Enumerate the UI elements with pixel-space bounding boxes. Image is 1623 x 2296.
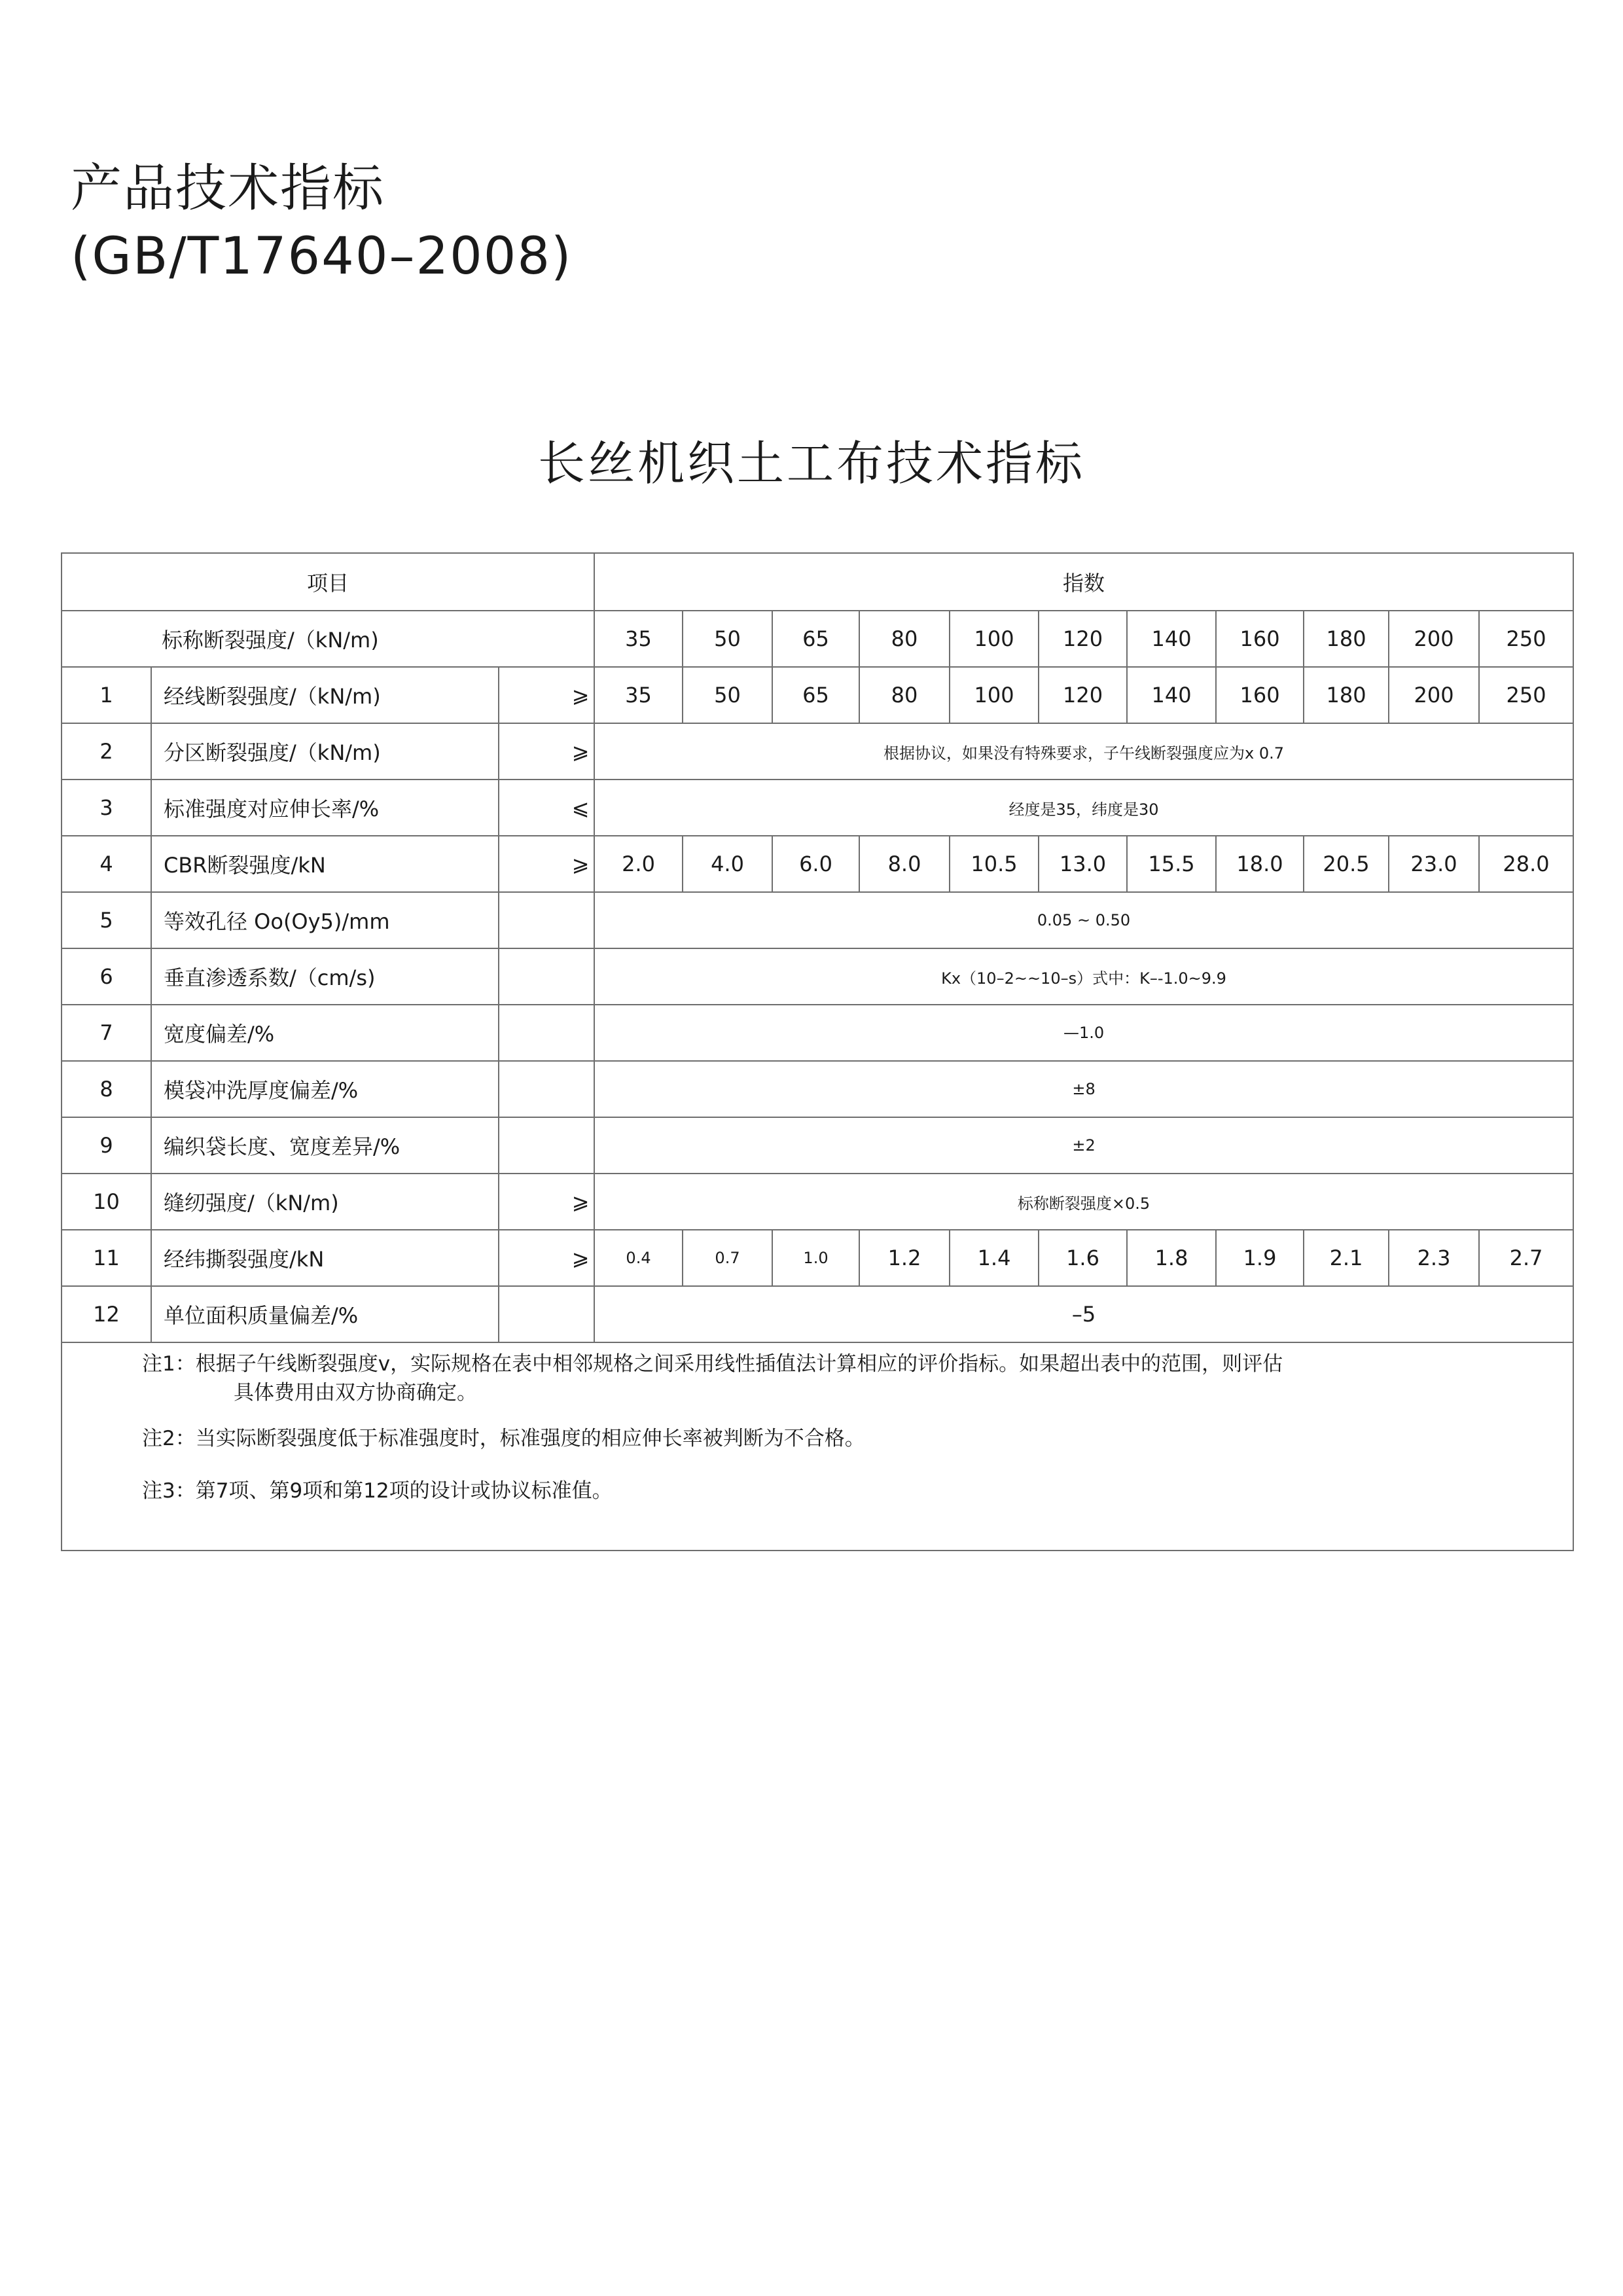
- row-comparison-operator: [499, 1174, 594, 1230]
- row-item-name: CBR断裂强度/kN: [151, 836, 499, 892]
- operator-symbol: ⩾: [571, 1189, 590, 1214]
- row-value-cell: 1.2: [859, 1230, 950, 1286]
- table-row-5: [62, 892, 1573, 948]
- row-value-cell: 0.7: [683, 1230, 772, 1286]
- nominal-value-cell: 250: [1479, 611, 1573, 667]
- table-row-1: [62, 667, 1573, 723]
- row-value-cell: 23.0: [1389, 836, 1479, 892]
- row-item-name: 垂直渗透系数/（cm/s): [151, 948, 499, 1005]
- row-comparison-operator: [499, 723, 594, 780]
- row-number: 12: [62, 1286, 151, 1342]
- row-merged-value: —1.0: [594, 1005, 1573, 1061]
- row-number: 8: [62, 1061, 151, 1117]
- row-item-name: 分区断裂强度/（kN/m): [151, 723, 499, 780]
- row-number: 11: [62, 1230, 151, 1286]
- nominal-value-cell: 120: [1039, 611, 1127, 667]
- row-value-cell: 2.1: [1304, 1230, 1389, 1286]
- row-merged-value: 根据协议，如果没有特殊要求，子午线断裂强度应为x 0.7: [594, 723, 1573, 780]
- row-value-cell: 50: [683, 667, 772, 723]
- row-value-cell: 250: [1479, 667, 1573, 723]
- table-row-11: [62, 1230, 1573, 1286]
- row-value-cell: 18.0: [1216, 836, 1304, 892]
- spec-table-body: [62, 553, 1573, 1551]
- table-row-10: [62, 1174, 1573, 1230]
- row-value-cell: 15.5: [1127, 836, 1216, 892]
- row-number: 3: [62, 780, 151, 836]
- heading-title: 产品技术指标: [71, 159, 385, 218]
- page-heading: [71, 154, 572, 291]
- operator-symbol: ⩾: [571, 852, 590, 876]
- row-value-cell: 35: [594, 667, 683, 723]
- operator-symbol: ⩾: [571, 739, 590, 764]
- row-merged-value: 经度是35，纬度是30: [594, 780, 1573, 836]
- nominal-value-cell: 65: [772, 611, 859, 667]
- table-row-9: [62, 1117, 1573, 1174]
- heading-standard-code: (GB/T17640–2008): [71, 227, 573, 286]
- row-item-name: 单位面积质量偏差/%: [151, 1286, 499, 1342]
- row-comparison-operator: [499, 892, 594, 948]
- row-comparison-operator: [499, 1117, 594, 1174]
- row-number: 7: [62, 1005, 151, 1061]
- operator-symbol: ⩾: [571, 1246, 590, 1270]
- nominal-value-cell: 50: [683, 611, 772, 667]
- row-number: 9: [62, 1117, 151, 1174]
- row-item-name: 缝纫强度/（kN/m): [151, 1174, 499, 1230]
- row-number: 5: [62, 892, 151, 948]
- row-merged-value: 标称断裂强度×0.5: [594, 1174, 1573, 1230]
- note-1-line-1: 注1：根据子午线断裂强度v，实际规格在表中相邻规格之间采用线性插值法计算相应的评价指标。如果超出表中的范围，则评估: [142, 1352, 1283, 1376]
- row-number: 2: [62, 723, 151, 780]
- table-row-6: [62, 948, 1573, 1005]
- row-comparison-operator: [499, 667, 594, 723]
- row-value-cell: 1.9: [1216, 1230, 1304, 1286]
- note-2: 注2：当实际断裂强度低于标准强度时，标准强度的相应伸长率被判断为不合格。: [142, 1427, 865, 1450]
- notes-cell: [62, 1342, 1573, 1551]
- row-value-cell: 2.0: [594, 836, 683, 892]
- row-value-cell: 120: [1039, 667, 1127, 723]
- spec-table: [61, 552, 1574, 1551]
- row-value-cell: 0.4: [594, 1230, 683, 1286]
- row-value-cell: 13.0: [1039, 836, 1127, 892]
- header-item: 项目: [62, 553, 594, 611]
- row-comparison-operator: [499, 948, 594, 1005]
- row-merged-value: –5: [594, 1286, 1573, 1342]
- row-comparison-operator: [499, 836, 594, 892]
- note-1-line-2: 具体费用由双方协商确定。: [234, 1381, 477, 1405]
- row-number: 4: [62, 836, 151, 892]
- row-comparison-operator: [499, 780, 594, 836]
- row-value-cell: 28.0: [1479, 836, 1573, 892]
- nominal-value-cell: 100: [950, 611, 1039, 667]
- row-item-name: 经纬撕裂强度/kN: [151, 1230, 499, 1286]
- row-item-name: 编织袋长度、宽度差异/%: [151, 1117, 499, 1174]
- table-row-7: [62, 1005, 1573, 1061]
- row-value-cell: 1.0: [772, 1230, 859, 1286]
- row-item-name: 模袋冲洗厚度偏差/%: [151, 1061, 499, 1117]
- operator-symbol: ⩽: [571, 795, 590, 820]
- row-item-name: 等效孔径 Oo(Oy5)/mm: [151, 892, 499, 948]
- row-merged-value: Kx（10–2~~10–s）式中：K–-1.0~9.9: [594, 948, 1573, 1005]
- row-value-cell: 80: [859, 667, 950, 723]
- row-value-cell: 65: [772, 667, 859, 723]
- table-row-2: [62, 723, 1573, 780]
- table-row-8: [62, 1061, 1573, 1117]
- row-number: 1: [62, 667, 151, 723]
- nominal-value-cell: 180: [1304, 611, 1389, 667]
- row-value-cell: 8.0: [859, 836, 950, 892]
- row-comparison-operator: [499, 1061, 594, 1117]
- table-row-12: [62, 1286, 1573, 1342]
- nominal-value-cell: 200: [1389, 611, 1479, 667]
- nominal-value-cell: 35: [594, 611, 683, 667]
- row-value-cell: 20.5: [1304, 836, 1389, 892]
- row-value-cell: 6.0: [772, 836, 859, 892]
- row-comparison-operator: [499, 1286, 594, 1342]
- header-index: 指数: [594, 553, 1573, 611]
- table-row-4: [62, 836, 1573, 892]
- operator-symbol: ⩾: [571, 683, 590, 708]
- table-row-nominal-strength: [62, 611, 1573, 667]
- table-row-3: [62, 780, 1573, 836]
- row-value-cell: 1.6: [1039, 1230, 1127, 1286]
- row-value-cell: 4.0: [683, 836, 772, 892]
- row-merged-value: ±8: [594, 1061, 1573, 1117]
- row-number: 10: [62, 1174, 151, 1230]
- row-item-name: 经线断裂强度/（kN/m): [151, 667, 499, 723]
- nominal-value-cell: 80: [859, 611, 950, 667]
- row-value-cell: 2.7: [1479, 1230, 1573, 1286]
- table-notes-row: [62, 1342, 1573, 1551]
- row-comparison-operator: [499, 1005, 594, 1061]
- row-value-cell: 160: [1216, 667, 1304, 723]
- nominal-strength-label: 标称断裂强度/（kN/m): [62, 611, 594, 667]
- note-1: [142, 1350, 1573, 1407]
- nominal-value-cell: 140: [1127, 611, 1216, 667]
- row-value-cell: 100: [950, 667, 1039, 723]
- table-header-row: [62, 553, 1573, 611]
- row-value-cell: 140: [1127, 667, 1216, 723]
- row-value-cell: 1.4: [950, 1230, 1039, 1286]
- row-item-name: 宽度偏差/%: [151, 1005, 499, 1061]
- row-value-cell: 1.8: [1127, 1230, 1216, 1286]
- nominal-value-cell: 160: [1216, 611, 1304, 667]
- table-title: 长丝机织土工布技术指标: [537, 436, 1085, 491]
- row-value-cell: 10.5: [950, 836, 1039, 892]
- row-item-name: 标准强度对应伸长率/%: [151, 780, 499, 836]
- row-value-cell: 180: [1304, 667, 1389, 723]
- row-merged-value: 0.05 ~ 0.50: [594, 892, 1573, 948]
- note-3: 注3：第7项、第9项和第12项的设计或协议标准值。: [142, 1479, 613, 1503]
- row-merged-value: ±2: [594, 1117, 1573, 1174]
- row-value-cell: 2.3: [1389, 1230, 1479, 1286]
- row-value-cell: 200: [1389, 667, 1479, 723]
- row-number: 6: [62, 948, 151, 1005]
- row-comparison-operator: [499, 1230, 594, 1286]
